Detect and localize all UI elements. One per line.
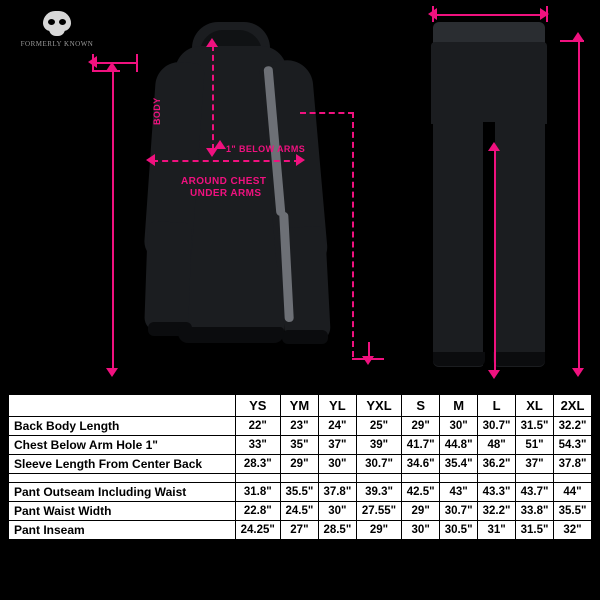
cell: 29" bbox=[402, 417, 440, 436]
sleeve-arrow-down bbox=[362, 356, 374, 365]
cell: 27" bbox=[280, 521, 318, 540]
cell: 37.8" bbox=[318, 483, 356, 502]
pant-waist-arrow-right bbox=[540, 8, 549, 20]
brand-logo bbox=[14, 10, 100, 58]
cell: 48" bbox=[478, 436, 516, 455]
table-header-row bbox=[9, 395, 592, 417]
cell: 30.7" bbox=[356, 455, 401, 474]
cell: 31.5" bbox=[516, 521, 554, 540]
cell: 31" bbox=[478, 521, 516, 540]
cell: 33.8" bbox=[516, 502, 554, 521]
cell: 39.3" bbox=[356, 483, 401, 502]
cell: 35.5" bbox=[280, 483, 318, 502]
cell: 30" bbox=[318, 502, 356, 521]
cell: 32" bbox=[554, 521, 592, 540]
cell: 39" bbox=[356, 436, 401, 455]
cell: 24.5" bbox=[280, 502, 318, 521]
cell: 30" bbox=[440, 417, 478, 436]
spacer-cell bbox=[516, 474, 554, 483]
spacer-cell bbox=[356, 474, 401, 483]
size-header-m: M bbox=[440, 395, 478, 417]
spacer-cell bbox=[9, 474, 236, 483]
spacer-cell bbox=[402, 474, 440, 483]
pant-outseam-top-tick bbox=[560, 40, 584, 42]
cell: 41.7" bbox=[402, 436, 440, 455]
cell: 30.5" bbox=[440, 521, 478, 540]
cell: 43.3" bbox=[478, 483, 516, 502]
sleeve-length-guide bbox=[352, 112, 354, 357]
cell: 37" bbox=[516, 455, 554, 474]
spacer-cell bbox=[318, 474, 356, 483]
cell: 43" bbox=[440, 483, 478, 502]
cell: 51" bbox=[516, 436, 554, 455]
table-row bbox=[9, 483, 592, 502]
cell: 30.7" bbox=[440, 502, 478, 521]
cell: 28.5" bbox=[318, 521, 356, 540]
below-arms-arrow bbox=[214, 140, 226, 149]
cell: 30" bbox=[318, 455, 356, 474]
size-header-xl: XL bbox=[516, 395, 554, 417]
jacket-shoulder-tick-right bbox=[136, 54, 138, 72]
jacket-height-bracket bbox=[112, 70, 114, 370]
table-row bbox=[9, 455, 592, 474]
cell: 22" bbox=[235, 417, 280, 436]
jacket-height-arrow-down bbox=[106, 368, 118, 377]
back-body-length-arrow-down bbox=[206, 148, 218, 157]
cell: 44.8" bbox=[440, 436, 478, 455]
pant-inseam-line bbox=[494, 150, 496, 372]
pant-inseam-arrow-up bbox=[488, 142, 500, 151]
cell: 22.8" bbox=[235, 502, 280, 521]
cell: 35" bbox=[280, 436, 318, 455]
jacket-height-top-tick bbox=[92, 70, 120, 72]
cell: 32.2" bbox=[554, 417, 592, 436]
size-header-ym: YM bbox=[280, 395, 318, 417]
back-body-length-guide bbox=[212, 45, 214, 150]
table-row bbox=[9, 417, 592, 436]
spacer-cell bbox=[440, 474, 478, 483]
size-table bbox=[8, 394, 592, 540]
row-label-sleeve-length: Sleeve Length From Center Back bbox=[9, 455, 236, 474]
size-header-yl: YL bbox=[318, 395, 356, 417]
skull-icon bbox=[40, 11, 74, 37]
around-chest-label: AROUND CHEST bbox=[181, 176, 267, 187]
sleeve-top-guide bbox=[300, 112, 354, 114]
pant-inseam-arrow-down bbox=[488, 370, 500, 379]
back-body-length-arrow-up bbox=[206, 38, 218, 47]
table-row bbox=[9, 502, 592, 521]
size-header-yxl: YXL bbox=[356, 395, 401, 417]
jacket-illustration bbox=[130, 22, 380, 377]
cell: 29" bbox=[280, 455, 318, 474]
cell: 25" bbox=[356, 417, 401, 436]
cell: 23" bbox=[280, 417, 318, 436]
cell: 29" bbox=[356, 521, 401, 540]
cell: 37" bbox=[318, 436, 356, 455]
chest-arrow-right bbox=[296, 154, 305, 166]
spacer-cell bbox=[554, 474, 592, 483]
cell: 24.25" bbox=[235, 521, 280, 540]
size-header-l: L bbox=[478, 395, 516, 417]
pant-outseam-line bbox=[578, 40, 580, 370]
row-label-chest-below-arm-hole: Chest Below Arm Hole 1" bbox=[9, 436, 236, 455]
cell: 34.6" bbox=[402, 455, 440, 474]
cell: 37.8" bbox=[554, 455, 592, 474]
cell: 54.3" bbox=[554, 436, 592, 455]
table-row bbox=[9, 436, 592, 455]
cell: 44" bbox=[554, 483, 592, 502]
pant-outseam-arrow-down bbox=[572, 368, 584, 377]
chest-guide-line bbox=[152, 160, 300, 162]
row-label-pant-waist-width: Pant Waist Width bbox=[9, 502, 236, 521]
cell: 27.55" bbox=[356, 502, 401, 521]
size-header-ys: YS bbox=[235, 395, 280, 417]
row-label-back-body-length: Back Body Length bbox=[9, 417, 236, 436]
pant-waist-width-line bbox=[432, 14, 548, 16]
cell: 32.2" bbox=[478, 502, 516, 521]
cell: 31.5" bbox=[516, 417, 554, 436]
cell: 35.5" bbox=[554, 502, 592, 521]
body-label: BODY bbox=[152, 97, 162, 125]
cell: 24" bbox=[318, 417, 356, 436]
row-label-pant-outseam: Pant Outseam Including Waist bbox=[9, 483, 236, 502]
table-row bbox=[9, 521, 592, 540]
size-header-2xl: 2XL bbox=[554, 395, 592, 417]
pants-illustration bbox=[415, 22, 570, 387]
below-arms-label: 1" BELOW ARMS bbox=[226, 144, 306, 154]
spacer-cell bbox=[235, 474, 280, 483]
table-spacer-row bbox=[9, 474, 592, 483]
cell: 33" bbox=[235, 436, 280, 455]
row-label-pant-inseam: Pant Inseam bbox=[9, 521, 236, 540]
brand-name: FORMERLY KNOWN bbox=[20, 40, 94, 48]
table-corner-cell bbox=[9, 395, 236, 417]
cell: 29" bbox=[402, 502, 440, 521]
cell: 42.5" bbox=[402, 483, 440, 502]
cell: 30.7" bbox=[478, 417, 516, 436]
size-header-s: S bbox=[402, 395, 440, 417]
cell: 43.7" bbox=[516, 483, 554, 502]
cell: 31.8" bbox=[235, 483, 280, 502]
jacket-shoulder-arrow-left bbox=[88, 56, 97, 68]
under-arms-label: UNDER ARMS bbox=[190, 188, 262, 199]
cell: 36.2" bbox=[478, 455, 516, 474]
cell: 35.4" bbox=[440, 455, 478, 474]
chest-arrow-left bbox=[146, 154, 155, 166]
cell: 28.3" bbox=[235, 455, 280, 474]
spacer-cell bbox=[478, 474, 516, 483]
cell: 30" bbox=[402, 521, 440, 540]
pant-waist-arrow-left bbox=[428, 8, 437, 20]
spacer-cell bbox=[280, 474, 318, 483]
